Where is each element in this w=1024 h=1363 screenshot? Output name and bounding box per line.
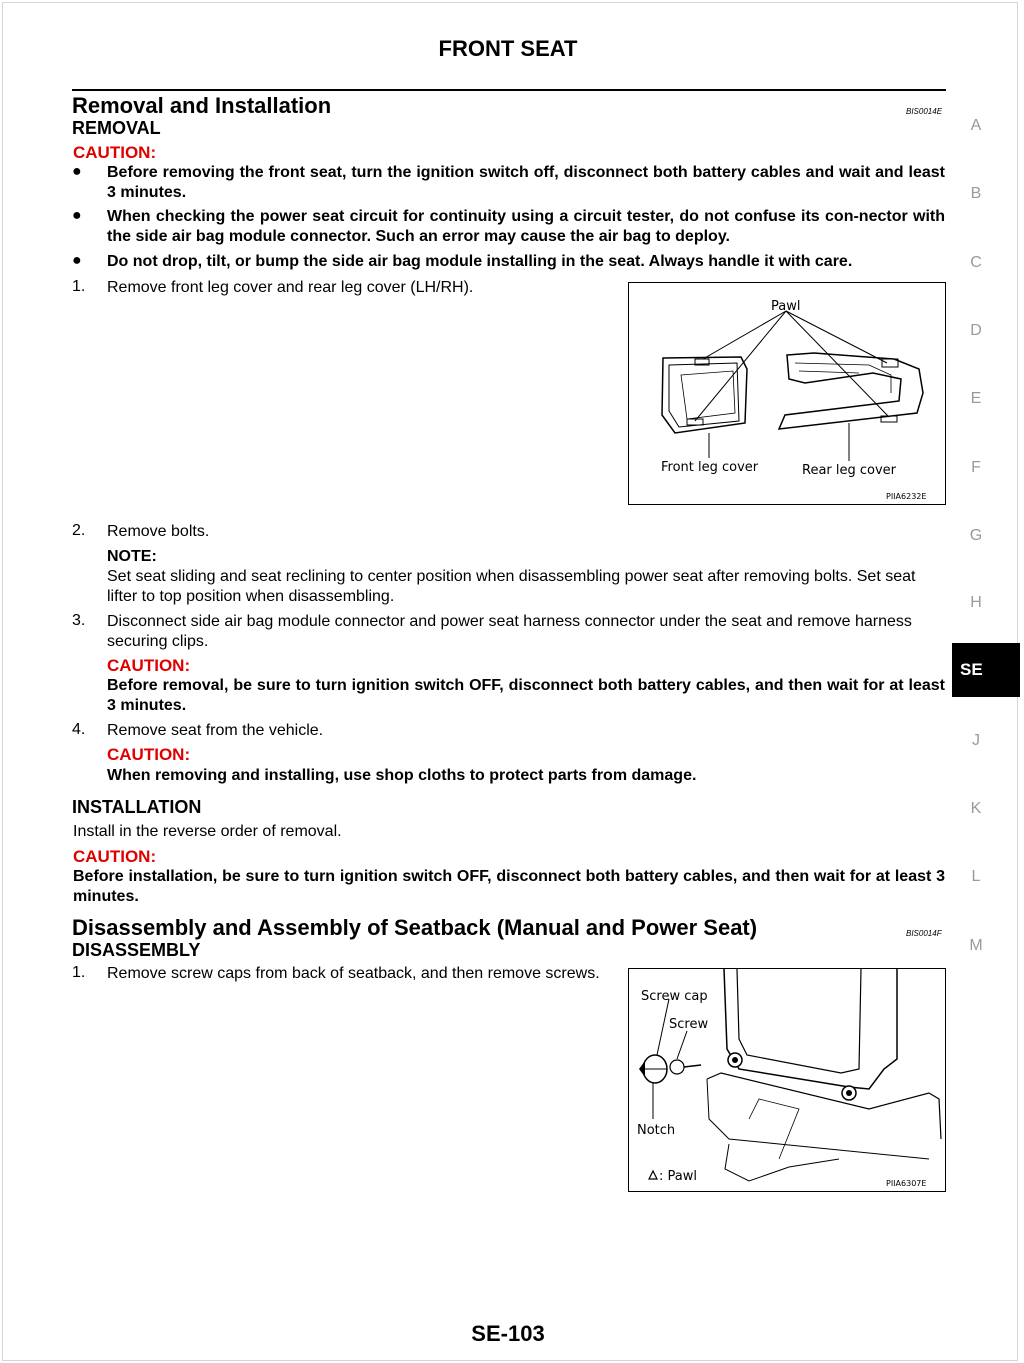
title-rule [72,89,946,91]
section-code: BIS0014F [906,929,942,938]
caution-bullet-1: Before removing the front seat, turn the ignition switch off, disconnect both battery cables and wait and least 3 minutes. [107,164,945,201]
caution-bullet-3: Do not drop, tilt, or bump the side air bag module installing in the seat. Always handle it with care. [107,253,853,270]
subheading-disassembly: DISASSEMBLY [72,940,201,960]
step-number: 2. [72,522,86,539]
note-text: Set seat sliding and seat reclining to center position when disassembling power seat after removing bolts. Set seat lifter to top position when disassembling. [107,568,916,605]
label-screw-cap: Screw cap [641,989,708,1004]
label-screw: Screw [669,1017,709,1032]
step-3-text: Disconnect side air bag module connector and power seat harness connector under the seat and remove harness securing clips. [107,613,912,650]
side-tab-d[interactable]: D [970,322,982,339]
caution-bullet-2: When checking the power seat circuit for continuity using a circuit tester, do not confuse its con-nector with the side air bag module connector. Such an error may cause the air bag to deploy. [107,208,945,245]
side-tab-j[interactable]: J [972,732,980,749]
side-tab-m[interactable]: M [969,937,983,954]
step-2-text: Remove bolts. [107,523,210,540]
bullet-dot: ● [72,163,82,180]
caution-label: CAUTION: [73,143,157,162]
step-number: 4. [72,721,86,738]
disassembly-step-1-text: Remove screw caps from back of seatback, and then remove screws. [107,965,600,982]
step-3-caution-text: Before removal, be sure to turn ignition switch OFF, disconnect both battery cables, and then wait for at least 3 minutes. [107,677,945,714]
step-4-text: Remove seat from the vehicle. [107,722,324,739]
label-front-leg-cover: Front leg cover [661,460,759,475]
section-code: BIS0014E [906,107,943,116]
figure-seatback-screws [628,968,946,1192]
note-label: NOTE: [107,548,157,565]
side-tab-g[interactable]: G [969,527,983,544]
step-number: 1. [72,964,86,981]
step-1-text: Remove front leg cover and rear leg cover (LH/RH). [107,279,474,296]
side-tab-k[interactable]: K [970,800,982,817]
side-tab-e[interactable]: E [970,390,982,407]
figure-leg-covers [628,282,946,505]
label-pawl-legend: : Pawl [659,1169,697,1184]
side-tab-a[interactable]: A [970,117,982,134]
installation-caution-text: Before installation, be sure to turn ignition switch OFF, disconnect both battery cables, and then wait for at least 3 minutes. [73,868,945,905]
figure-code: PIIA6232E [886,492,927,501]
figure-code: PIIA6307E [886,1179,927,1188]
step-4-caution-text: When removing and installing, use shop cloths to protect parts from damage. [107,767,697,784]
side-tab-f[interactable]: F [971,459,981,476]
subheading-removal: REMOVAL [72,118,161,138]
caution-label: CAUTION: [73,847,157,866]
label-notch: Notch [637,1123,676,1138]
section-heading-disassembly-assembly: Disassembly and Assembly of Seatback (Manual and Power Seat) [72,915,758,940]
installation-text: Install in the reverse order of removal. [73,823,342,840]
side-tab-c[interactable]: C [970,254,982,271]
step-number: 1. [72,278,86,295]
label-rear-leg-cover: Rear leg cover [802,463,897,478]
side-tab-se-active[interactable]: SE [952,643,1020,697]
subheading-installation: INSTALLATION [72,797,202,817]
page-title: FRONT SEAT [438,36,578,61]
side-tab-h[interactable]: H [970,594,982,611]
section-heading-removal-installation: Removal and Installation [72,93,332,118]
bullet-dot: ● [72,207,82,224]
step-number: 3. [72,612,86,629]
side-tab-b[interactable]: B [970,185,982,202]
page-number: SE-103 [471,1321,545,1346]
bullet-dot: ● [72,252,82,269]
caution-label: CAUTION: [107,745,191,764]
label-pawl: Pawl [771,299,801,314]
caution-label: CAUTION: [107,656,191,675]
side-tab-l[interactable]: L [971,868,981,885]
